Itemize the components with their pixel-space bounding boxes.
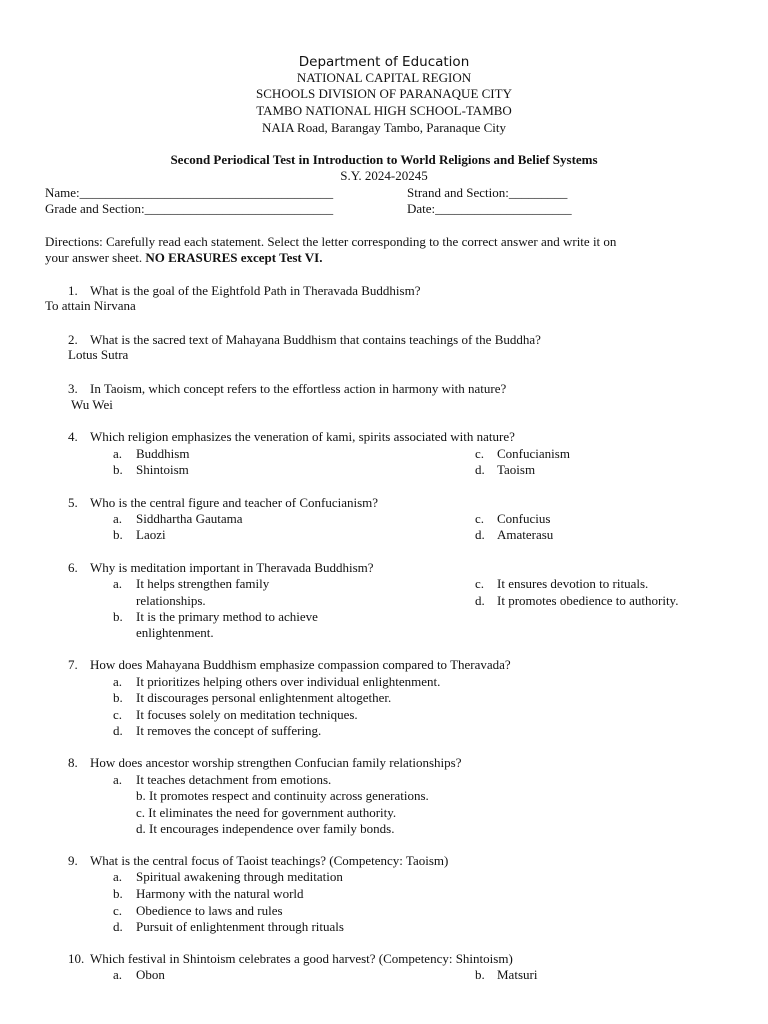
question-number: 1. bbox=[68, 283, 78, 298]
choice-text: Spiritual awakening through meditation bbox=[136, 869, 343, 884]
address-line: NAIA Road, Barangay Tambo, Paranaque City bbox=[262, 120, 506, 135]
choice-text: Obedience to laws and rules bbox=[136, 903, 283, 918]
choice-letter: a. bbox=[113, 446, 123, 461]
directions-line-2: your answer sheet. NO ERASURES except Test VI. bbox=[45, 250, 323, 265]
question-number: 2. bbox=[68, 332, 78, 347]
choice-letter: a. bbox=[113, 674, 123, 689]
choice-text: It helps strengthen family bbox=[136, 576, 270, 591]
choice-letter: c. bbox=[475, 511, 485, 526]
choice-text: Pursuit of enlightenment through rituals bbox=[136, 919, 344, 934]
choice-letter: a. bbox=[113, 772, 123, 787]
question-text: What is the sacred text of Mahayana Buddhism that contains teachings of the Buddha? bbox=[90, 332, 541, 347]
question-text: How does ancestor worship strengthen Confucian family relationships? bbox=[90, 755, 462, 770]
choice-letter: d. bbox=[113, 919, 123, 934]
choice-text-continued: relationships. bbox=[136, 593, 206, 608]
choice-text: Buddhism bbox=[136, 446, 190, 461]
choice-text: It prioritizes helping others over individual enlightenment. bbox=[136, 674, 441, 689]
strand-section-field: Strand and Section:_________ bbox=[407, 185, 568, 200]
question-text: Which religion emphasizes the veneration of kami, spirits associated with nature? bbox=[90, 429, 515, 444]
choice-letter: d. bbox=[475, 527, 485, 542]
choice-text: It teaches detachment from emotions. bbox=[136, 772, 332, 787]
question-text: What is the goal of the Eightfold Path in Theravada Buddhism? bbox=[90, 283, 421, 298]
question-number: 9. bbox=[68, 853, 78, 868]
question-text: Who is the central figure and teacher of Confucianism? bbox=[90, 495, 379, 510]
question-number: 4. bbox=[68, 429, 78, 444]
name-field: Name:_______________________________________ bbox=[45, 185, 334, 200]
question-text: In Taoism, which concept refers to the effortless action in harmony with nature? bbox=[90, 381, 507, 396]
question-number: 8. bbox=[68, 755, 78, 770]
school-year: S.Y. 2024-20245 bbox=[340, 168, 428, 183]
answer-text: Wu Wei bbox=[71, 397, 113, 412]
choice-letter: b. bbox=[113, 462, 123, 477]
question-number: 3. bbox=[68, 381, 78, 396]
choice-letter: c. bbox=[113, 707, 123, 722]
choice-letter: b. bbox=[475, 967, 485, 982]
region-line: NATIONAL CAPITAL REGION bbox=[296, 70, 472, 85]
choice-text: It promotes obedience to authority. bbox=[497, 593, 679, 608]
choice-letter: c. bbox=[113, 903, 123, 918]
department-title: Department of Education bbox=[298, 54, 470, 70]
choice-text: It focuses solely on meditation techniques. bbox=[136, 707, 358, 722]
choice-text: Confucius bbox=[497, 511, 551, 526]
question-text: Which festival in Shintoism celebrates a good harvest? (Competency: Shintoism) bbox=[90, 951, 513, 966]
choice-letter: a. bbox=[113, 869, 123, 884]
test-title: Second Periodical Test in Introduction to World Religions and Belief Systems bbox=[170, 152, 598, 167]
choice-letter: d. bbox=[475, 462, 485, 477]
school-line: TAMBO NATIONAL HIGH SCHOOL-TAMBO bbox=[256, 103, 512, 118]
choice-text: Laozi bbox=[136, 527, 166, 542]
choice-text: Harmony with the natural world bbox=[136, 886, 304, 901]
choice-letter: b. bbox=[113, 690, 123, 705]
choice-text: Obon bbox=[136, 967, 165, 982]
choice-text-continued: enlightenment. bbox=[136, 625, 214, 640]
choice-letter: b. bbox=[113, 609, 123, 624]
choice-letter: c. bbox=[475, 446, 485, 461]
question-number: 10. bbox=[68, 951, 85, 966]
choice-text: It is the primary method to achieve bbox=[136, 609, 318, 624]
choice-letter: b. bbox=[113, 527, 123, 542]
answer-text: To attain Nirvana bbox=[45, 298, 136, 313]
choice-letter: a. bbox=[113, 967, 123, 982]
choice-text: Confucianism bbox=[497, 446, 570, 461]
choice-letter: a. bbox=[113, 511, 123, 526]
choice-text: It removes the concept of suffering. bbox=[136, 723, 322, 738]
choice-letter: d. bbox=[113, 723, 123, 738]
answer-text: Lotus Sutra bbox=[68, 347, 129, 362]
choice-text: Shintoism bbox=[136, 462, 189, 477]
choice-letter: c. bbox=[475, 576, 485, 591]
date-field: Date:_____________________ bbox=[407, 201, 572, 216]
question-number: 7. bbox=[68, 657, 78, 672]
question-text: What is the central focus of Taoist teachings? (Competency: Taoism) bbox=[90, 853, 449, 868]
question-text: Why is meditation important in Theravada Buddhism? bbox=[90, 560, 374, 575]
choice-text: It discourages personal enlightenment altogether. bbox=[136, 690, 392, 705]
division-line: SCHOOLS DIVISION OF PARANAQUE CITY bbox=[256, 86, 512, 101]
question-number: 5. bbox=[68, 495, 78, 510]
choice-text: Siddhartha Gautama bbox=[136, 511, 243, 526]
grade-section-field: Grade and Section:_____________________________ bbox=[45, 201, 334, 216]
choice-text: Matsuri bbox=[497, 967, 538, 982]
choice-text: b. It promotes respect and continuity across generations. bbox=[136, 788, 429, 803]
choice-letter: b. bbox=[113, 886, 123, 901]
choice-text: Amaterasu bbox=[497, 527, 554, 542]
choice-text: d. It encourages independence over family bonds. bbox=[136, 821, 395, 836]
choice-text: c. It eliminates the need for government authority. bbox=[136, 805, 397, 820]
choice-letter: d. bbox=[475, 593, 485, 608]
choice-text: Taoism bbox=[497, 462, 536, 477]
choice-letter: a. bbox=[113, 576, 123, 591]
question-text: How does Mahayana Buddhism emphasize compassion compared to Theravada? bbox=[90, 657, 511, 672]
choice-text: It ensures devotion to rituals. bbox=[497, 576, 649, 591]
directions-line-1: Directions: Carefully read each statement. Select the letter corresponding to the correct answer and write it on bbox=[45, 234, 617, 249]
question-number: 6. bbox=[68, 560, 78, 575]
